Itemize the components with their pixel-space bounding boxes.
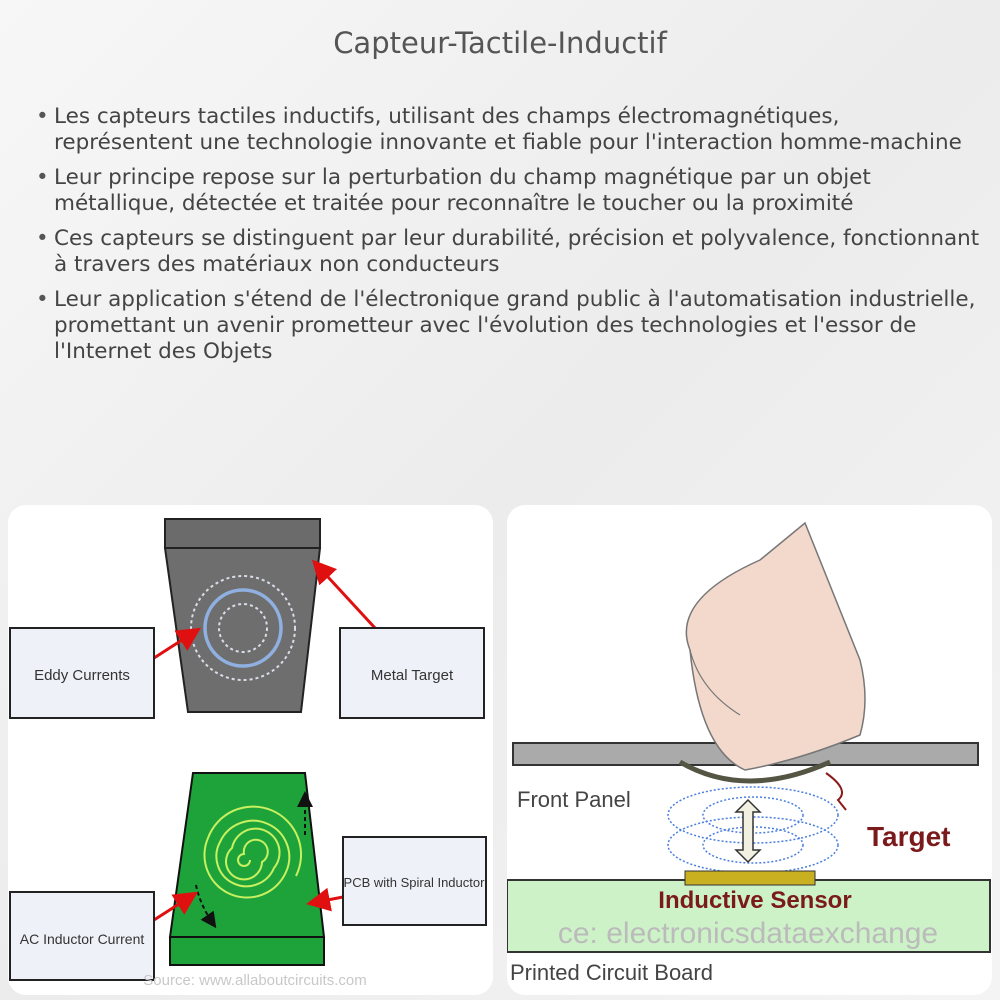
target-label: Target [867,821,951,852]
ac-current-label: AC Inductor Current [19,931,145,947]
pcb-label-box [343,837,486,925]
bullet-item: • Ces capteurs se distinguent par leur durabilité, précision et polyvalence, fonctionnant à travers des matériaux non conducteurs [30,226,980,278]
sensor-pads [685,871,815,885]
front-panel-label: Front Panel [517,787,631,812]
page-title: Capteur-Tactile-Inductif [333,26,667,60]
distance-arrow-icon [736,800,760,862]
pcb-label: Printed Circuit Board [510,960,713,985]
bullet-list [30,104,980,374]
bullet-item: • Leur principe repose sur la perturbation du champ magnétique par un objet métallique, détectée et traitée pour reconnaître le toucher ou la proximité [30,165,980,217]
pcb-label: PCB with Spiral Inductor [343,875,485,890]
watermark: ce: electronicsdataexchange [557,917,939,950]
source-caption: Source: www.allaboutcircuits.com [143,972,367,989]
eddy-currents-label-box [10,628,154,718]
metal-target-label: Metal Target [370,667,454,684]
eddy-current-diagram [8,505,493,995]
finger-icon [686,523,865,770]
metal-target-label-box [340,628,484,718]
ac-current-label-box [10,892,154,980]
bullet-item: • Leur application s'étend de l'électronique grand public à l'automatisation industrielle, promettant un avenir prometteur avec l'évolution des technologies et l'essor de l'Internet des Objets [30,287,980,365]
inductive-sensor-diagram [507,505,992,995]
metal-target-shape [165,519,320,712]
bullet-item: • Les capteurs tactiles inductifs, utilisant des champs électromagnétiques, représentent une technologie innovante et fiable pour l'interaction homme-machine [30,104,980,156]
eddy-currents-label: Eddy Currents [34,667,130,684]
pcb-shape [170,773,324,965]
inductive-sensor-label: Inductive Sensor [658,887,852,914]
